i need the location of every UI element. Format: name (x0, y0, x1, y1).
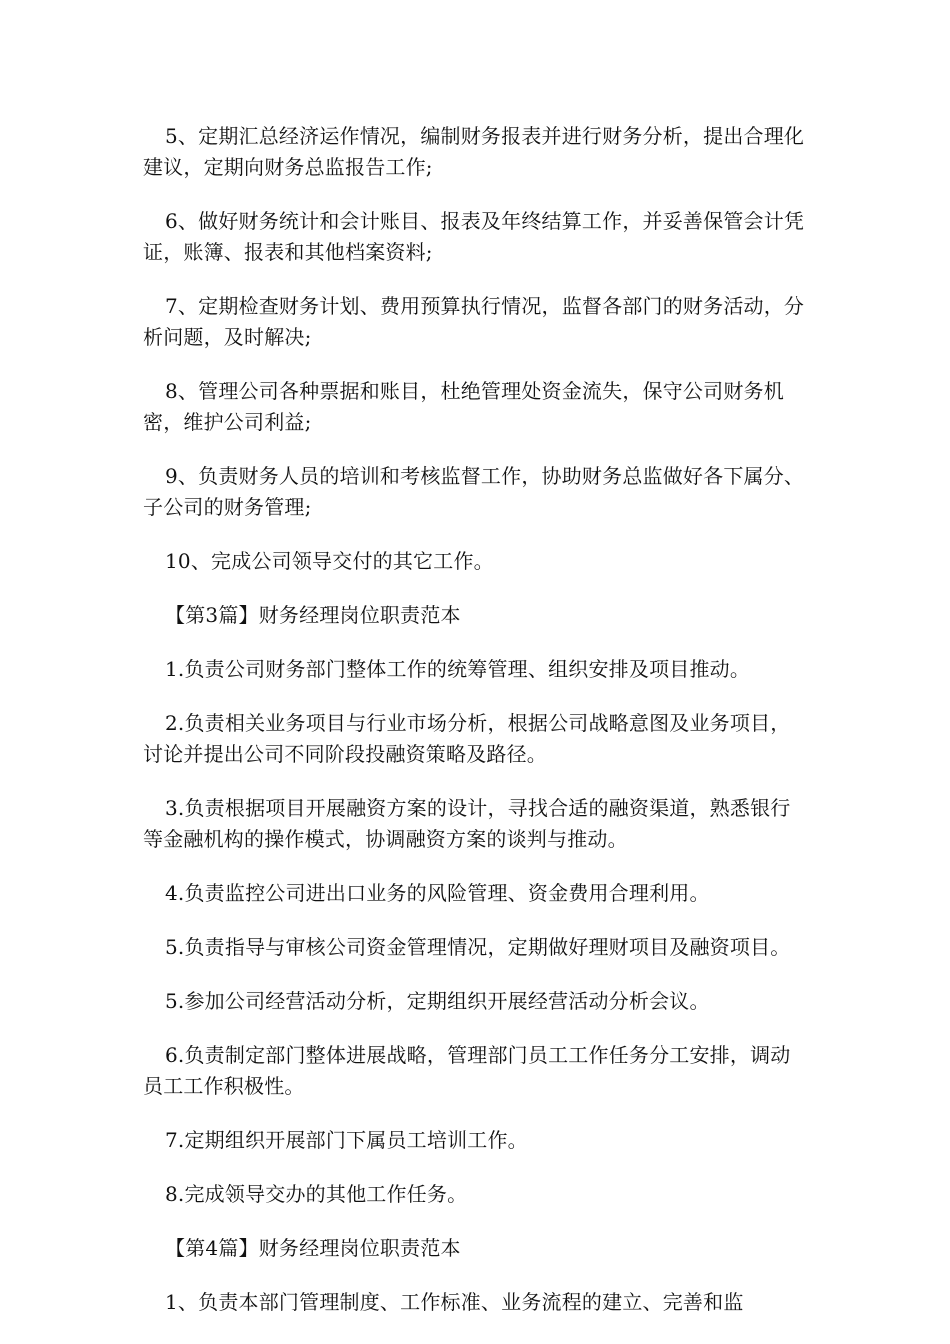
list-item: 5.负责指导与审核公司资金管理情况，定期做好理财项目及融资项目。 (165, 935, 791, 959)
list-item: 6、做好财务统计和会计账目、报表及年终结算工作，并妥善保管会计凭证，账簿、报表和其他档案资料; (143, 209, 805, 264)
list-item: 8.完成领导交办的其他工作任务。 (165, 1182, 468, 1206)
document-body (143, 121, 810, 1341)
list-item: 2.负责相关业务项目与行业市场分析，根据公司战略意图及业务项目，讨论并提出公司不同阶段投融资策略及路径。 (143, 711, 791, 766)
list-item: 10、完成公司领导交付的其它工作。 (165, 549, 494, 573)
section-heading: 【第4篇】财务经理岗位职责范本 (165, 1236, 461, 1260)
list-item: 9、负责财务人员的培训和考核监督工作，协助财务总监做好各下属分、子公司的财务管理; (143, 464, 805, 519)
list-item: 3.负责根据项目开展融资方案的设计，寻找合适的融资渠道，熟悉银行等金融机构的操作模式，协调融资方案的谈判与推动。 (143, 796, 791, 851)
list-item: 1.负责公司财务部门整体工作的统筹管理、组织安排及项目推动。 (165, 657, 751, 681)
list-item: 4.负责监控公司进出口业务的风险管理、资金费用合理利用。 (165, 881, 710, 905)
list-item: 5.参加公司经营活动分析，定期组织开展经营活动分析会议。 (165, 989, 710, 1013)
list-item: 7.定期组织开展部门下属员工培训工作。 (165, 1128, 528, 1152)
list-item: 8、管理公司各种票据和账目，杜绝管理处资金流失，保守公司财务机密，维护公司利益; (143, 379, 784, 434)
section-heading: 【第3篇】财务经理岗位职责范本 (165, 603, 461, 627)
list-item: 5、定期汇总经济运作情况，编制财务报表并进行财务分析，提出合理化建议，定期向财务总监报告工作; (143, 124, 805, 179)
list-item: 6.负责制定部门整体进展战略，管理部门员工工作任务分工安排，调动员工工作积极性。 (143, 1043, 791, 1098)
list-item: 1、负责本部门管理制度、工作标准、业务流程的建立、完善和监 (165, 1290, 744, 1314)
list-item: 7、定期检查财务计划、费用预算执行情况，监督各部门的财务活动，分析问题，及时解决; (143, 294, 805, 349)
